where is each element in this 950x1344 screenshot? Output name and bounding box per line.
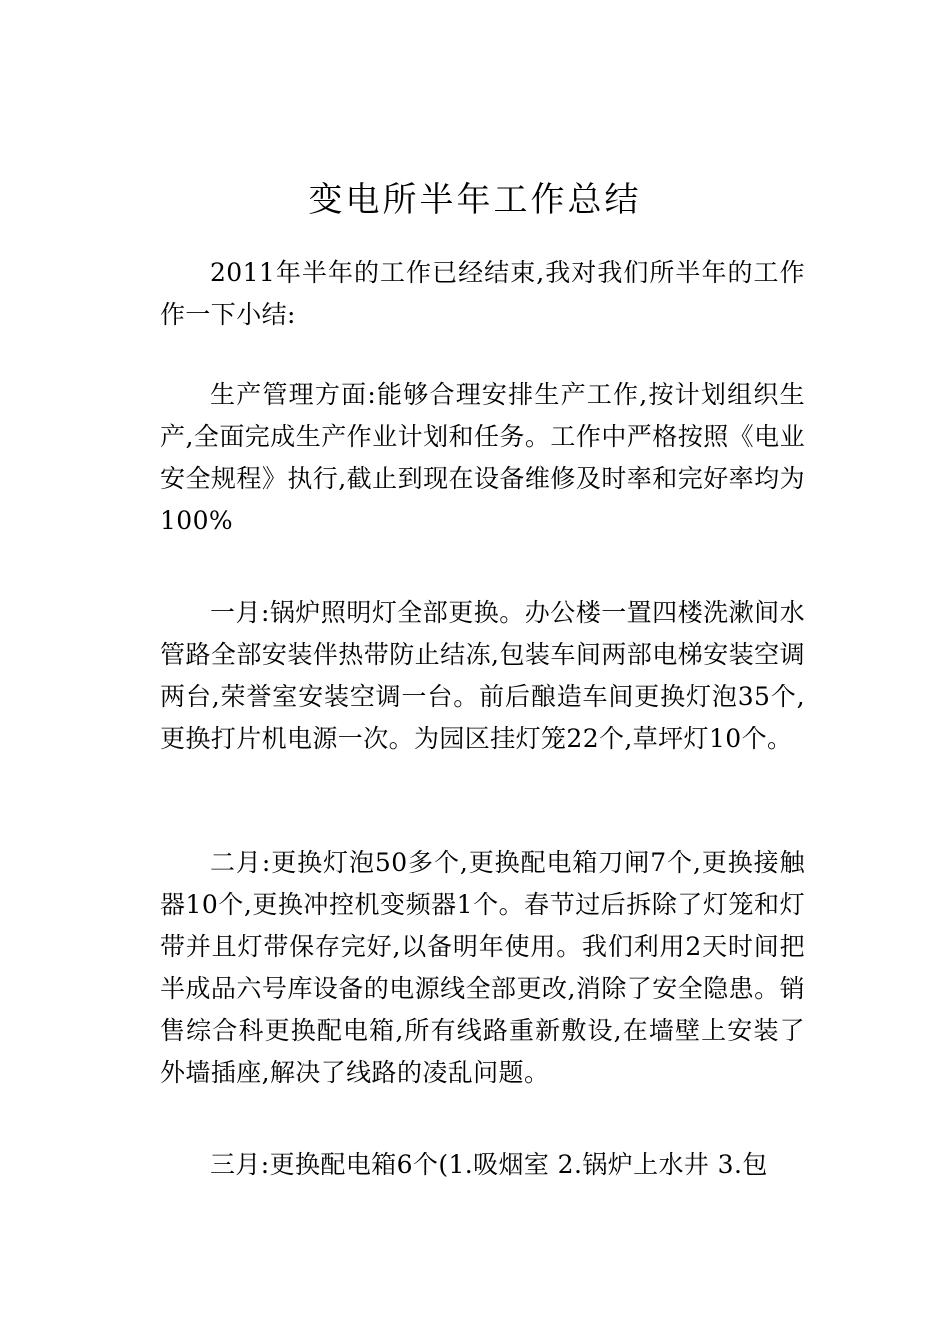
paragraph-production <box>160 374 805 542</box>
paragraph-february <box>160 842 805 1094</box>
paragraph-march <box>160 1144 805 1186</box>
paragraph-january-text: 一月:锅炉照明灯全部更换。办公楼一置四楼洗漱间水管路全部安装伴热带防止结冻,包装车间两部电梯安装空调两台,荣誉室安装空调一台。前后酿造车间更换灯泡35个,更换打片机电源一次。为园区挂灯笼22个,草坪灯10个。 <box>160 598 805 753</box>
paragraph-february-text: 二月:更换灯泡50多个,更换配电箱刀闸7个,更换接触器10个,更换冲控机变频器1个。春节过后拆除了灯笼和灯带并且灯带保存完好,以备明年使用。我们利用2天时间把半成品六号库设备的电源线全部更改,消除了安全隐患。销售综合科更换配电箱,所有线路重新敷设,在墙壁上安装了外墙插座,解决了线路的凌乱问题。 <box>160 848 805 1087</box>
paragraph-intro <box>160 252 805 336</box>
document-title: 变电所半年工作总结 <box>308 180 642 220</box>
paragraph-march-text: 三月:更换配电箱6个(1.吸烟室 2.锅炉上水井 3.包 <box>210 1150 768 1179</box>
paragraph-intro-text: 2011年半年的工作已经结束,我对我们所半年的工作作一下小结: <box>160 258 805 329</box>
paragraph-january <box>160 592 805 760</box>
paragraph-production-text: 生产管理方面:能够合理安排生产工作,按计划组织生产,全面完成生产作业计划和任务。工作中严格按照《电业安全规程》执行,截止到现在设备维修及时率和完好率均为100% <box>160 380 805 535</box>
